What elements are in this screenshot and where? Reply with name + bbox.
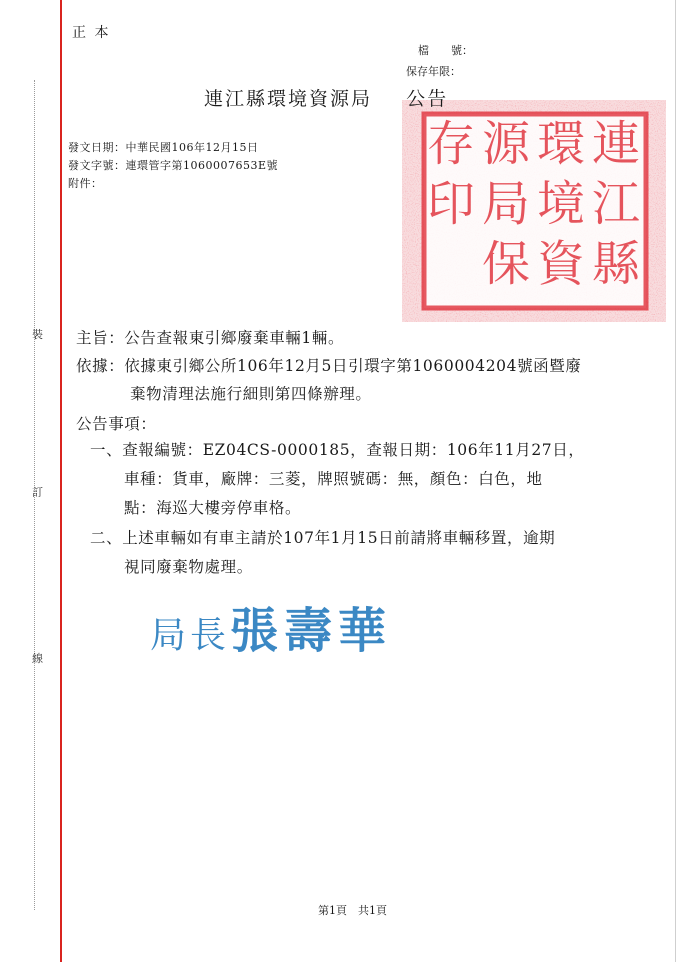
seal-char: 境 [537,176,586,232]
document-type: 公告 [406,88,449,110]
binding-char-zhuang: 裝 [32,328,43,341]
issue-date: 發文日期：中華民國106年12月15日 [68,141,259,154]
signature-title: 局長 [150,615,231,656]
seal-char: 存 [427,116,476,172]
seal-char: 環 [537,116,586,172]
seal-char: 江 [592,176,641,232]
seal-char: 印 [427,176,476,232]
item1-line-2: 車種：貨車，廠牌：三菱，牌照號碼：無，顏色：白色，地 [124,470,543,488]
retention-label: 保存年限： [406,65,461,78]
seal-char: 局 [482,176,531,232]
item2-line-2: 視同廢棄物處理。 [124,558,253,576]
item1-line-1: 一、查報編號：EZ04CS-0000185，查報日期：106年11月27日， [90,441,585,459]
seal-char: 縣 [592,236,641,292]
document-title [204,84,448,111]
issuer-name: 連江縣環境資源局 [204,88,373,110]
basis-line-2: 棄物清理法施行細則第四條辦理。 [130,385,372,403]
seal-char: 保 [482,236,531,292]
notice-heading: 公告事項： [76,415,157,433]
item1-line-3: 點：海巡大樓旁停車格。 [124,499,302,517]
seal-char: 源 [482,116,531,172]
page-footer: 第1頁 共1頁 [318,904,387,917]
document-number: 發文字號：連環管字第1060007653E號 [68,159,279,172]
attachment-label: 附件： [68,177,103,190]
seal-char: 連 [592,116,641,172]
file-number-label: 檔 號： [418,44,473,57]
item2-line-1: 二、上述車輛如有車主請於107年1月15日前請將車輛移置，逾期 [90,529,556,547]
binding-char-ding: 訂 [32,486,43,499]
seal-characters [424,118,644,298]
director-signature [150,592,392,661]
seal-char: 資 [537,236,586,292]
basis-line-1: 依據：依據東引鄉公所106年12月5日引環字第1060004204號函暨廢 [76,357,582,375]
signature-name: 張壽華 [230,603,393,659]
binding-char-xian: 線 [32,652,43,665]
subject-line: 主旨：公告查報東引鄉廢棄車輛1輛。 [76,329,345,347]
page-edge-line [675,0,676,962]
margin-red-line [60,0,62,962]
copy-mark: 正 本 [72,25,111,41]
